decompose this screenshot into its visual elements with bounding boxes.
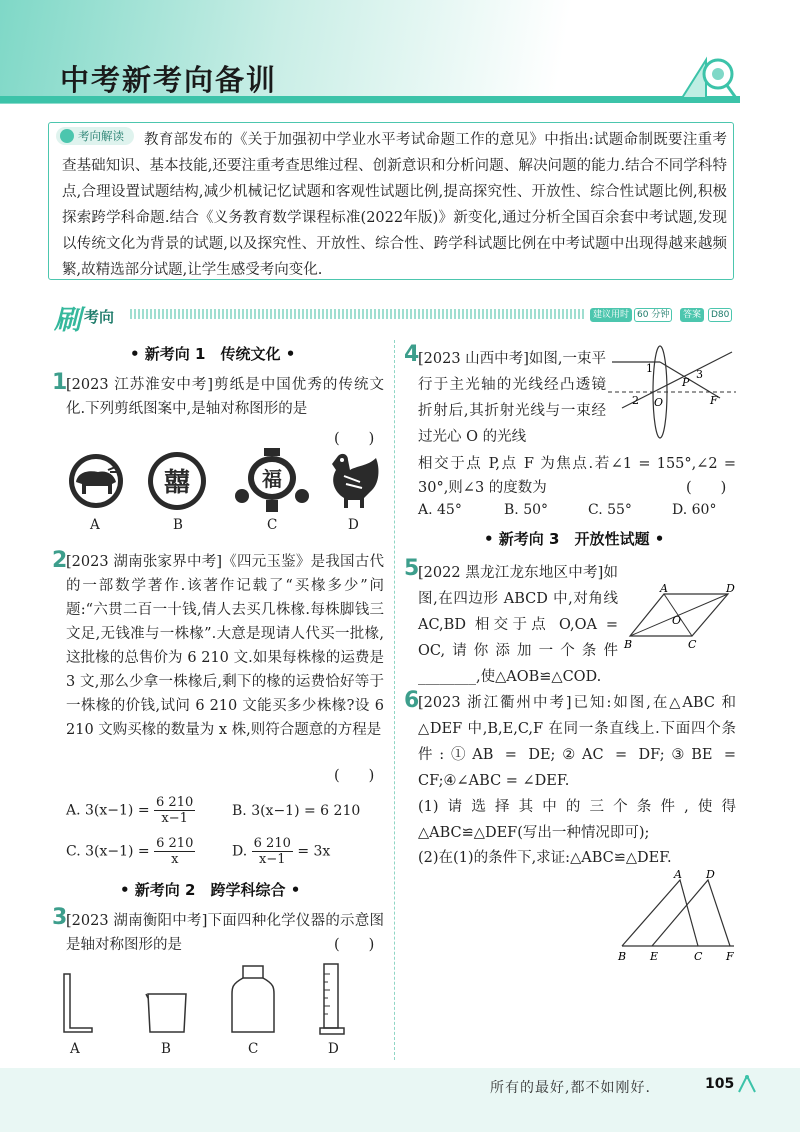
quadrilateral-diagram	[620, 584, 740, 654]
option-2d	[232, 836, 330, 867]
papercut-fu-char: 福	[262, 467, 282, 491]
question-6-part-1: (1)请选择其中的三个条件,使得△ABC≌△DEF(写出一种情况即可);	[418, 799, 736, 841]
page-title: 中考新考向备训	[60, 63, 278, 97]
answer-page: D80	[708, 308, 732, 322]
papercut-xi-char: 囍	[163, 468, 191, 498]
triangles-diagram	[610, 868, 740, 964]
option-label-3d: D	[328, 1041, 339, 1057]
time-value: 60 分钟	[634, 308, 672, 322]
question-number-2: 2	[52, 548, 68, 573]
option-2b: B. 3(x−1) = 6 210	[232, 803, 361, 819]
quad-label-d: D	[726, 584, 735, 595]
section-title-1: • 新考向 1 传统文化 •	[130, 345, 296, 363]
option-2d-numerator: 6 210	[253, 836, 291, 851]
question-4-text-a: [2023 山西中考]如图,一束平行于主光轴的光线经凸透镜折射后,其折射光线与一束经过光心 O 的光线	[418, 351, 606, 445]
tri-label-e: E	[650, 950, 659, 963]
option-label-d: D	[348, 517, 359, 533]
papercut-double-happiness	[145, 451, 209, 511]
option-2c-denominator: x	[171, 852, 179, 867]
question-number-1: 1	[52, 370, 68, 395]
option-2a-numerator: 6 210	[156, 795, 194, 810]
option-label-a: A	[90, 517, 100, 533]
option-2a-lhs: A. 3(x−1) =	[66, 802, 150, 819]
option-label-3a: A	[70, 1041, 80, 1057]
wide-mouth-bottle	[228, 964, 278, 1036]
option-4b: B. 50°	[504, 502, 549, 518]
option-2c-numerator: 6 210	[156, 836, 194, 851]
answer-parens-2: ( )	[334, 768, 375, 784]
option-label-3b: B	[161, 1041, 171, 1057]
option-2a-denominator: x−1	[161, 811, 188, 826]
option-2d-prefix: D.	[232, 843, 248, 860]
option-4c: C. 55°	[588, 502, 632, 518]
question-1-text: [2023 江苏淮安中考]剪纸是中国优秀的传统文化.下列剪纸图案中,是轴对称图形的是	[66, 377, 384, 417]
intro-tag: 考向解读	[56, 127, 134, 145]
answer-label: 答案	[680, 308, 704, 322]
answer-parens-1: ( )	[334, 431, 375, 447]
beaker	[144, 990, 190, 1034]
section-title-2: • 新考向 2 跨学科综合 •	[120, 881, 301, 899]
question-6-part-2: (2)在(1)的条件下,求证:△ABC≌△DEF.	[418, 850, 672, 866]
question-number-5: 5	[404, 556, 420, 581]
time-label: 建议用时	[590, 308, 632, 322]
quad-label-o: O	[672, 614, 682, 627]
option-label-b: B	[173, 517, 183, 533]
lens-label-2: 2	[632, 394, 639, 407]
quad-label-c: C	[688, 638, 697, 651]
section-title-3: • 新考向 3 开放性试题 •	[484, 530, 665, 548]
l-shaped-tube	[60, 972, 94, 1034]
footer-motto: 所有的最好,都不如刚好.	[490, 1080, 651, 1096]
answer-parens-3: ( )	[334, 937, 375, 953]
option-2d-fraction	[252, 836, 293, 867]
tri-label-a: A	[674, 868, 682, 881]
papercut-lantern	[232, 446, 312, 514]
question-number-6: 6	[404, 688, 420, 713]
graduated-cylinder	[318, 962, 348, 1036]
lens-label-1: 1	[646, 362, 653, 375]
tri-label-d: D	[706, 868, 715, 881]
question-2-text: [2023 湖南张家界中考]《四元玉鉴》是我国古代的一部数学著作.该著作记载了“买椽多少”问题:“六贯二百一十钱,倩人去买几株椽.每株脚钱三文足,无钱准与一株椽”.大意是现请人代买一批椽,这批椽的总售价为 6 210 文.如果每株椽的运费是 3 文,那么少拿一株椽后,剩下的椽的运费恰好等于一株椽的价钱,试问 6 210 文能买多少株椽?设 6 210 文购买椽的数量为 x 株,则符合题意的方程是	[66, 554, 384, 738]
question-4-text-b: 相交于点 P,点 F 为焦点.若∠1 = 155°,∠2 = 30°,则∠3 的度数为	[418, 456, 736, 496]
footer-band	[0, 1068, 800, 1132]
option-4a: A. 45°	[418, 502, 462, 518]
tri-label-b: B	[618, 950, 627, 963]
quad-label-b: B	[624, 638, 633, 651]
question-number-4: 4	[404, 342, 420, 367]
question-6-text: [2023 浙江衢州中考]已知:如图,在△ABC 和△DEF 中,B,E,C,F 在同一条直线上.下面四个条件:①AB = DE;②AC = DF;③BE = CF;④∠ABC = ∠DEF.	[418, 695, 736, 789]
lens-diagram	[608, 342, 736, 442]
answer-parens-4: ( )	[686, 480, 727, 496]
geometry-tools-icon	[676, 52, 738, 102]
quad-label-a: A	[660, 584, 668, 595]
option-2c-lhs: C. 3(x−1) =	[66, 843, 150, 860]
option-2a	[66, 795, 195, 826]
tri-label-f: F	[726, 950, 734, 963]
compass-icon	[735, 1074, 759, 1094]
column-divider	[394, 340, 395, 1060]
tri-label-c: C	[694, 950, 703, 963]
lens-label-o: O	[654, 396, 664, 409]
section-dotted-rule	[130, 309, 585, 319]
question-number-3: 3	[52, 905, 68, 930]
papercut-rooster	[320, 448, 386, 512]
papercut-ox	[62, 452, 130, 510]
option-2c	[66, 836, 195, 867]
lens-label-3: 3	[696, 368, 703, 381]
option-2d-denominator: x−1	[259, 852, 286, 867]
page-number: 105	[705, 1076, 735, 1092]
option-4d: D. 60°	[672, 502, 717, 518]
option-2d-rhs: = 3x	[297, 843, 331, 860]
section-label: 考向	[84, 308, 115, 326]
option-label-c: C	[267, 517, 278, 533]
question-3-text: [2023 湖南衡阳中考]下面四种化学仪器的示意图是轴对称图形的是	[66, 913, 384, 953]
section-badge: 刷	[54, 305, 81, 336]
question-5-text: [2022 黑龙江龙东地区中考]如图,在四边形 ABCD 中,对角线 AC,BD 相交于点 O,OA = OC,请你添加一个条件________,使△AOB≌△COD.	[418, 565, 618, 685]
lens-label-p: P	[682, 376, 690, 389]
option-label-3c: C	[248, 1041, 259, 1057]
option-2c-fraction	[154, 836, 195, 867]
option-2a-fraction	[154, 795, 195, 826]
lens-label-f: F	[710, 394, 718, 407]
intro-text: 教育部发布的《关于加强初中学业水平考试命题工作的意见》中指出:试题命制既要注重考查基础知识、基本技能,还要注重考查思维过程、创新意识和分析问题、解决问题的能力.结合不同学科特点,合理设置试题结构,减少机械记忆试题和客观性试题比例,提高探究性、开放性、综合性试题比例,积极探索跨学科命题.结合《义务教育数学课程标准(2022年版)》新变化,通过分析全国百余套中考试题,发现以传统文化为背景的试题,以及探究性、开放性、综合性、跨学科试题比例在中考试题中出现得越来越频繁,故精选部分试题,让学生感受考向变化.	[62, 132, 727, 278]
